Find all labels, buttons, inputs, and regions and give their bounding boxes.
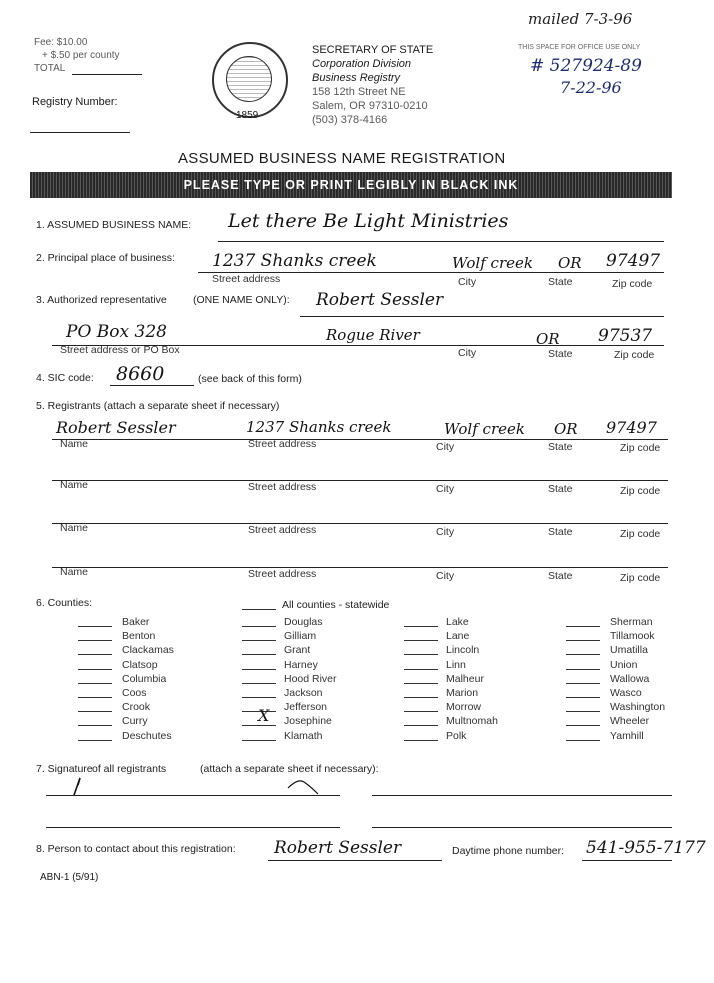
registrant-row1-line [52, 439, 668, 440]
county-label-josephine: Josephine [284, 715, 332, 728]
county-checkbox-hood-river[interactable] [242, 683, 276, 684]
registrant3-street-label: Street address [248, 524, 317, 536]
county-checkbox-douglas[interactable] [242, 626, 276, 627]
sic-label: 4. SIC code: [36, 372, 94, 384]
rep-state-value[interactable]: OR [536, 330, 560, 348]
agency-line6: (503) 378-4166 [312, 114, 388, 126]
county-label-polk: Polk [446, 729, 467, 742]
county-checkbox-clatsop[interactable] [78, 669, 112, 670]
registrant-row2-line [52, 480, 668, 481]
county-checkbox-lincoln[interactable] [404, 654, 438, 655]
county-checkbox-wheeler[interactable] [566, 725, 600, 726]
principal-place-label: 2. Principal place of business: [36, 252, 175, 264]
registrant3-state-label: State [548, 526, 573, 538]
principal-state-value[interactable]: OR [558, 254, 582, 272]
county-checkbox-coos[interactable] [78, 697, 112, 698]
county-label-columbia: Columbia [122, 672, 167, 685]
county-label-grant: Grant [284, 644, 311, 657]
signature-line-4[interactable] [372, 827, 672, 828]
total-label: TOTAL [34, 63, 66, 74]
registrant3-zip-label: Zip code [620, 528, 661, 540]
josephine-mark[interactable]: X [258, 706, 270, 725]
principal-state-label: State [548, 276, 573, 288]
sic-value[interactable]: 8660 [116, 363, 165, 385]
county-checkbox-columbia[interactable] [78, 683, 112, 684]
county-checkbox-jackson[interactable] [242, 697, 276, 698]
county-checkbox-deschutes[interactable] [78, 740, 112, 741]
county-checkbox-wasco[interactable] [566, 697, 600, 698]
county-checkbox-harney[interactable] [242, 669, 276, 670]
county-label-clackamas: Clackamas [122, 644, 174, 657]
county-label-crook: Crook [122, 701, 151, 714]
registrant2-street-label: Street address [248, 481, 317, 493]
office-date: 7-22-96 [560, 78, 622, 97]
county-label-wasco: Wasco [610, 687, 642, 699]
county-checkbox-lane[interactable] [404, 640, 438, 641]
county-label-benton: Benton [122, 630, 156, 643]
principal-city-value[interactable]: Wolf creek [452, 254, 533, 272]
county-label-lake: Lake [446, 616, 469, 628]
registrant-row3-line [52, 523, 668, 524]
registrant2-name-label: Name [60, 479, 89, 491]
county-checkbox-polk[interactable] [404, 740, 438, 741]
registrant2-state-label: State [548, 483, 573, 495]
county-checkbox-clackamas[interactable] [78, 654, 112, 655]
registry-number-line [30, 132, 130, 133]
business-name-value[interactable]: Let there Be Light Ministries [228, 210, 509, 232]
business-name-line [218, 241, 664, 242]
county-label-curry: Curry [122, 715, 148, 728]
per-county-line: + $.50 per county [42, 50, 120, 61]
all-counties-label: All counties - statewide [282, 599, 390, 611]
signature-note: (attach a separate sheet if necessary): [200, 763, 379, 775]
signature-label: 7. Signature [36, 763, 93, 775]
county-label-linn: Linn [446, 658, 466, 671]
county-checkbox-tillamook[interactable] [566, 640, 600, 641]
office-use-label: THIS SPACE FOR OFFICE USE ONLY [518, 44, 641, 51]
registrant4-state-label: State [548, 570, 573, 582]
county-label-marion: Marion [446, 687, 479, 699]
auth-rep-label: 3. Authorized representative [36, 294, 167, 306]
county-checkbox-wallowa[interactable] [566, 683, 600, 684]
rep-state-label: State [548, 348, 573, 360]
county-checkbox-malheur[interactable] [404, 683, 438, 684]
agency-line1: SECRETARY OF STATE [312, 44, 434, 56]
county-label-tillamook: Tillamook [610, 630, 655, 643]
instructions-banner: PLEASE TYPE OR PRINT LEGIBLY IN BLACK INK [30, 172, 672, 198]
registrant-street-value[interactable]: 1237 Shanks creek [246, 418, 392, 436]
registrant-city-label: City [436, 441, 455, 453]
contact-label: 8. Person to contact about this registration: [36, 843, 236, 855]
form-code: ABN-1 (5/91) [40, 872, 99, 883]
registrant-zip-label: Zip code [620, 442, 661, 454]
county-label-malheur: Malheur [446, 672, 484, 685]
principal-zip-value[interactable]: 97497 [606, 251, 661, 271]
rep-city-value[interactable]: Rogue River [326, 326, 420, 344]
county-checkbox-curry[interactable] [78, 725, 112, 726]
county-checkbox-crook[interactable] [78, 711, 112, 712]
sic-note: (see back of this form) [198, 373, 302, 385]
office-number: # 527924-89 [530, 56, 642, 76]
county-label-clatsop: Clatsop [122, 658, 158, 671]
mailed-note: mailed 7-3-96 [528, 10, 633, 28]
registrant2-zip-label: Zip code [620, 485, 661, 497]
county-label-hood-river: Hood River [284, 672, 337, 685]
signature-all-label: of all registrants [92, 763, 167, 775]
business-name-label: 1. ASSUMED BUSINESS NAME: [36, 219, 192, 231]
county-checkbox-umatilla[interactable] [566, 654, 600, 655]
county-label-umatilla: Umatilla [610, 644, 648, 657]
county-label-jackson: Jackson [284, 687, 323, 699]
registrant-city-value[interactable]: Wolf creek [444, 420, 525, 438]
registrant-name-label: Name [60, 438, 89, 450]
signature-line-1[interactable] [46, 795, 340, 796]
county-label-lane: Lane [446, 630, 470, 643]
county-checkbox-benton[interactable] [78, 640, 112, 641]
agency-line4: 158 12th Street NE [312, 86, 406, 98]
county-checkbox-baker[interactable] [78, 626, 112, 627]
auth-rep-name-line [300, 316, 664, 317]
signature-mark-left [66, 775, 96, 797]
registrant-zip-value[interactable]: 97497 [606, 418, 657, 437]
registrant3-name-label: Name [60, 522, 89, 534]
county-label-wallowa: Wallowa [610, 672, 650, 685]
contact-value[interactable]: Robert Sessler [274, 838, 402, 858]
principal-street-value[interactable]: 1237 Shanks creek [212, 251, 377, 271]
registrant-name-value[interactable]: Robert Sessler [56, 418, 176, 437]
rep-street-label: Street address or PO Box [60, 344, 180, 356]
sic-line [110, 385, 194, 386]
total-line [72, 74, 142, 75]
agency-line5: Salem, OR 97310-0210 [312, 100, 428, 112]
agency-line3: Business Registry [312, 72, 401, 84]
registrant4-name-label: Name [60, 566, 89, 578]
registrant4-street-label: Street address [248, 568, 317, 580]
form-title: ASSUMED BUSINESS NAME REGISTRATION [178, 150, 506, 167]
county-label-lincoln: Lincoln [446, 644, 480, 657]
county-label-morrow: Morrow [446, 701, 482, 714]
county-label-klamath: Klamath [284, 729, 323, 742]
contact-line [268, 860, 442, 861]
rep-zip-label: Zip code [614, 349, 655, 361]
signature-line-2[interactable] [372, 795, 672, 796]
county-checkbox-multnomah[interactable] [404, 725, 438, 726]
registrant-row4-line [52, 567, 668, 568]
phone-line [582, 860, 672, 861]
county-label-coos: Coos [122, 687, 147, 699]
county-label-harney: Harney [284, 658, 318, 671]
county-checkbox-klamath[interactable] [242, 740, 276, 741]
phone-value[interactable]: 541-955-7177 [586, 838, 706, 858]
registry-number-label: Registry Number: [32, 96, 118, 108]
registrant4-zip-label: Zip code [620, 572, 661, 584]
county-label-washington: Washington [610, 701, 666, 714]
county-label-union: Union [610, 658, 638, 671]
principal-city-label: City [458, 276, 477, 288]
county-checkbox-josephine[interactable] [242, 725, 276, 726]
registrant-street-label: Street address [248, 438, 317, 450]
signature-mark-right [286, 776, 322, 796]
counties-label: 6. Counties: [36, 597, 93, 609]
rep-city-label: City [458, 347, 477, 359]
county-checkbox-gilliam[interactable] [242, 640, 276, 641]
registrant-state-value[interactable]: OR [554, 420, 578, 438]
county-checkbox-yamhill[interactable] [566, 740, 600, 741]
county-label-deschutes: Deschutes [122, 729, 172, 742]
rep-zip-value[interactable]: 97537 [598, 326, 653, 346]
registrants-label: 5. Registrants (attach a separate sheet if necessary) [36, 400, 280, 412]
registrant2-city-label: City [436, 483, 455, 495]
auth-rep-one-name-label: (ONE NAME ONLY): [193, 294, 290, 306]
county-label-jefferson: Jefferson [284, 701, 327, 714]
registrant3-city-label: City [436, 526, 455, 538]
county-label-douglas: Douglas [284, 616, 323, 628]
county-checkbox-washington[interactable] [566, 711, 600, 712]
all-counties-blank[interactable] [242, 609, 276, 610]
signature-line-3[interactable] [46, 827, 340, 828]
county-label-sherman: Sherman [610, 616, 653, 628]
principal-zip-label: Zip code [612, 278, 653, 290]
seal-year: 1859 [236, 110, 259, 121]
county-label-gilliam: Gilliam [284, 630, 317, 643]
registrant-state-label: State [548, 441, 573, 453]
rep-street-value[interactable]: PO Box 328 [66, 322, 167, 342]
county-checkbox-marion[interactable] [404, 697, 438, 698]
county-checkbox-linn[interactable] [404, 669, 438, 670]
county-checkbox-lake[interactable] [404, 626, 438, 627]
fee-line: Fee: $10.00 [34, 37, 88, 48]
county-label-wheeler: Wheeler [610, 715, 650, 728]
seal-shield-icon [226, 56, 272, 102]
county-label-multnomah: Multnomah [446, 715, 498, 728]
auth-rep-name-value[interactable]: Robert Sessler [316, 290, 444, 310]
registrant4-city-label: City [436, 570, 455, 582]
agency-line2: Corporation Division [312, 58, 412, 70]
county-label-baker: Baker [122, 616, 150, 628]
phone-label: Daytime phone number: [452, 845, 565, 857]
principal-street-label: Street address [212, 273, 281, 285]
county-label-yamhill: Yamhill [610, 729, 644, 742]
county-checkbox-morrow[interactable] [404, 711, 438, 712]
county-checkbox-grant[interactable] [242, 654, 276, 655]
county-checkbox-sherman[interactable] [566, 626, 600, 627]
county-checkbox-union[interactable] [566, 669, 600, 670]
